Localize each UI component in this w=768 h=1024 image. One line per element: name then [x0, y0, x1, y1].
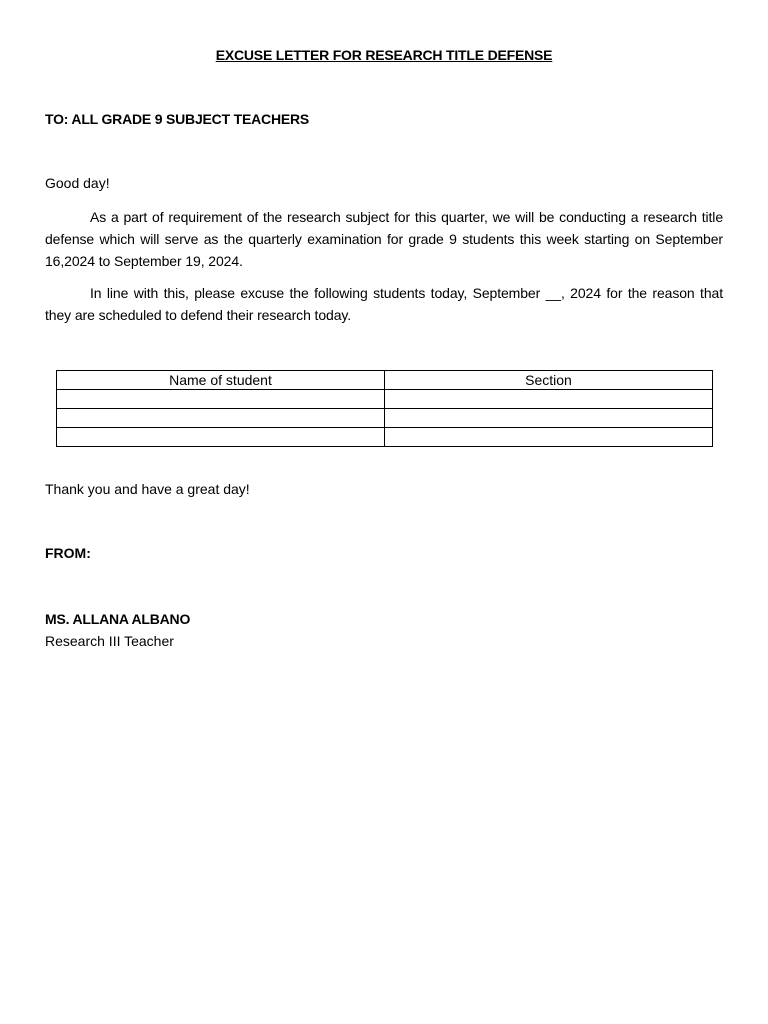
letter-page [45, 0, 723, 1024]
letter-title: EXCUSE LETTER FOR RESEARCH TITLE DEFENSE [215, 47, 553, 63]
signatory-role: Research III Teacher [45, 633, 174, 649]
signatory-name: MS. ALLANA ALBANO [45, 611, 191, 627]
students-table [56, 370, 713, 447]
student-section-cell [385, 390, 713, 409]
table-row [57, 390, 713, 409]
greeting-text: Good day! [45, 175, 110, 191]
table-row [57, 428, 713, 447]
closing-text: Thank you and have a great day! [45, 481, 250, 497]
body-paragraph-1: As a part of requirement of the research subject for this quarter, we will be conducting a research title defense which will serve as the quarterly examination for grade 9 students this week starting on September 16,2024 to September 19, 2024. [45, 209, 723, 269]
student-name-cell [57, 428, 385, 447]
recipient-line: TO: ALL GRADE 9 SUBJECT TEACHERS [45, 111, 310, 127]
header-name-of-student: Name of student [57, 371, 385, 390]
body-paragraph-2: In line with this, please excuse the following students today, September __, 2024 for the reason that they are scheduled to defend their research today. [45, 285, 723, 323]
from-label: FROM: [45, 545, 91, 561]
table-row [57, 409, 713, 428]
student-name-cell [57, 390, 385, 409]
student-section-cell [385, 428, 713, 447]
student-section-cell [385, 409, 713, 428]
student-name-cell [57, 409, 385, 428]
table-header-row [57, 371, 713, 390]
header-section: Section [385, 371, 713, 390]
